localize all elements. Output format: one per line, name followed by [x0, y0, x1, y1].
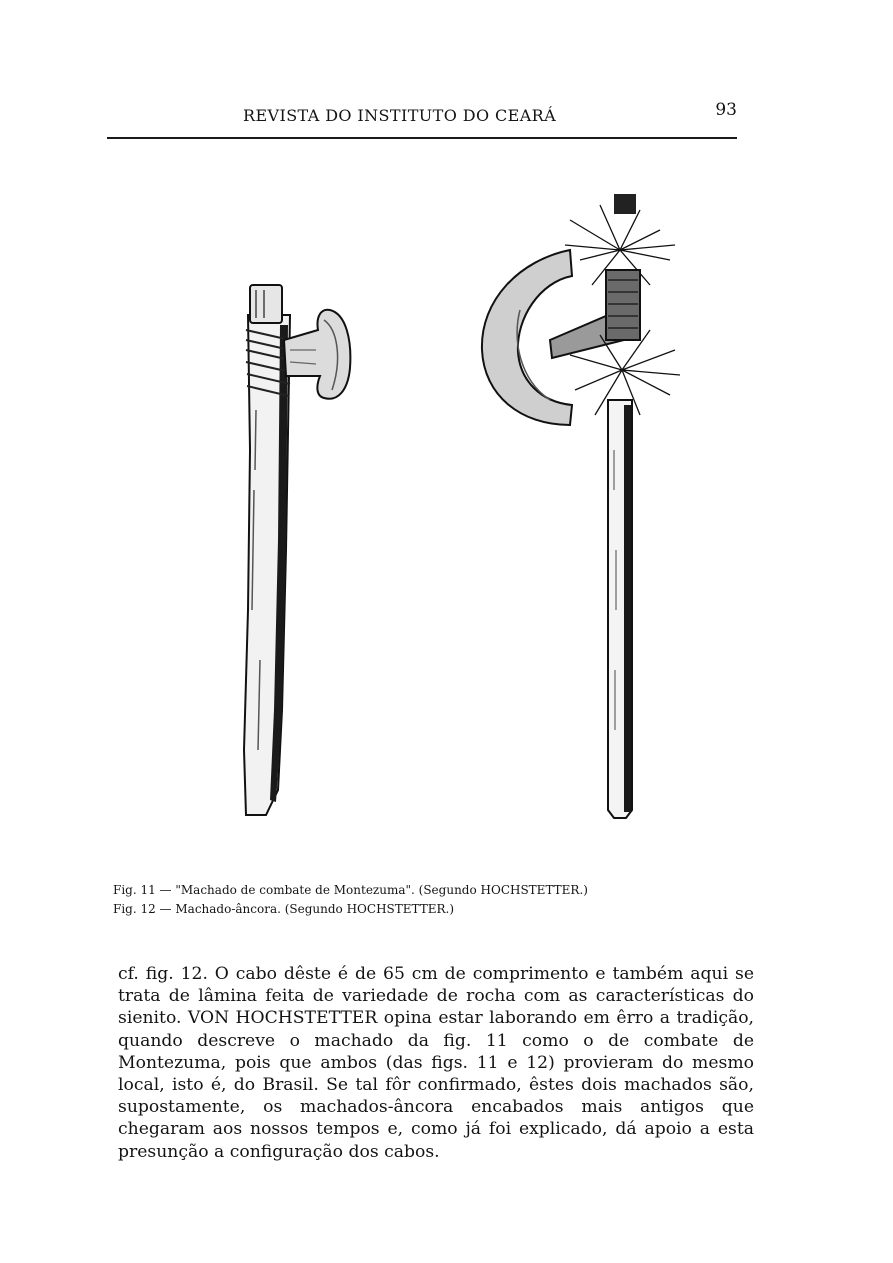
anchor-axe-illustration — [482, 194, 680, 818]
caption-fig-11: Fig. 11 — "Machado de combate de Montezuma". (Segundo HOCHSTETTER.) — [113, 883, 588, 897]
header-rule — [107, 137, 737, 139]
body-paragraph: cf. fig. 12. O cabo dêste é de 65 cm de comprimento e também aqui se trata de lâmina feita de variedade de rocha com as características do sienito. VON HOCHSTETTER opina estar laborando em êrro a tradição, quando descreve o machado da fig. 11 como o de combate de Montezuma, pois que ambos (das figs. 11 e 12) provieram do mesmo local, isto é, do Brasil. Se tal fôr confirmado, êstes dois machados são, supostamente, os machados-âncora encabados mais antigos que chegaram aos nossos tempos e, como já foi explicado, dá apoio a esta presunção a configuração dos cabos. — [118, 964, 754, 1162]
figure-illustrations — [220, 190, 690, 830]
running-title: REVISTA DO INSTITUTO DO CEARÁ — [243, 106, 557, 125]
caption-fig-12: Fig. 12 — Machado-âncora. (Segundo HOCHSTETTER.) — [113, 902, 455, 916]
battle-axe-illustration — [244, 285, 350, 815]
figure-captions — [113, 881, 743, 919]
page-number: 93 — [715, 100, 737, 120]
page-header — [107, 100, 737, 130]
axe-blade — [284, 310, 350, 399]
